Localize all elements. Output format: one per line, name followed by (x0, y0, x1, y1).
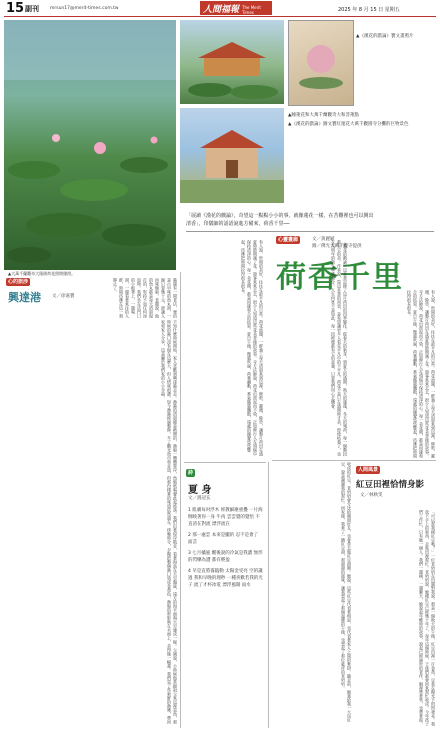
book-cover-graphic (289, 21, 353, 105)
section-name: 副刊 (25, 5, 39, 13)
poem-byline: 文／鴻冠玄 (188, 496, 211, 501)
photo-temple-gate (180, 108, 284, 203)
story-top-rule (272, 460, 436, 461)
photo-caption-2: ▲《漢花的戲論》圖文寶紅運花大萬千觀園寺分攤的巨物景色 (288, 122, 409, 127)
poem-stanza-2: 2 那一處雲 本來是朧的 忍不是會了 面芸 (188, 533, 259, 545)
feature-body-right: 有人說，世間的美好，往往在最平凡的日常。荷花池邊，一群義工每天清晨來到這裡，修剪、灌溉、除草，讓整片荷田在盛夏時節開滿了花。遊客來來去去，很少人知道這些花朵背後的故事。寺方法師說，荷花出淤泥而不染，正如修行人在煩惱中保持清淨的心。每一朵花開，都是因緣和合的結果。夏日午後，微風吹過，荷葉翻動，香氣隨風飄散，遠處的鐘聲悠悠響起，彷彿把時間拉得很長很長。 (407, 290, 436, 458)
story-body-right: 「可以幫我摘紅豆嗎？」一位老奶奶在田邊對我說。那是一個秋天的午後，紅豆田裡一片金黃，豆莢在陽光下閃閃發亮。我放下手上的東西，走進田裡幫忙。老奶奶說，她種紅豆已經幾十年了，每年這個時候，子孫們都會回來幫忙收成。今年孩子們工作忙，只有她一個人。我們一邊摘，一邊聊天，她說起年輕時的故事，說起已經過世的老伴，眼裡帶著笑，也帶著淚。 (419, 510, 436, 726)
pull-quote-line-2: 清香」，印儀師的話語說進方備來，荷香千里── (186, 221, 290, 227)
pull-quote (186, 212, 434, 228)
story-section-badge: 人間風景 (358, 467, 379, 473)
header-rule (4, 16, 436, 17)
page-number: 15 (6, 1, 25, 16)
poem-badge: 詩 (188, 470, 194, 476)
pull-quote-line-1: 「展讀《漢花的戲論》，奇望這一點點小小的事，就像蓮花一樣，在苦難裡也可以開出 (186, 213, 374, 219)
temple-graphic (180, 20, 284, 104)
poem-stanza-3: 3 七月橘風 醒後說的冷氣是我濃 無形的閃爍為遭 都有輕盈 (188, 551, 263, 563)
photo-lotus-pond (4, 20, 176, 276)
photo-temple-lotus (180, 20, 284, 104)
contact-email: mrsun17@merit-times.com.tw (50, 6, 119, 11)
gate-graphic (180, 108, 284, 203)
poem-title: 夏 身 (188, 485, 212, 496)
caption-text: ▲《漢花的戲論》寶文畫照片 (356, 34, 414, 39)
paper-name-cn: 人間福報 (203, 5, 240, 15)
lotus-leaves-graphic (4, 20, 176, 270)
quote-rule (186, 231, 434, 232)
photo-lower-captions (288, 112, 436, 128)
feature-title: 荷香千里 (276, 260, 404, 295)
travel-section-badge: 心的旅涉 (8, 279, 29, 285)
travel-body-2: 港邊有一間老店，賣的是古早味的魚丸湯，一碗只要幾十元，卻讓人回味無窮。老闆說，他的魚丸都是每天清晨現打的，堅持不加任何添加物。我們坐在店門口的小板凳上，一邊喝湯，一邊看著來往的人群，時間彷彿在這一刻靜止了。 (113, 278, 178, 318)
story-byline: 文／林秋雯 (360, 493, 383, 498)
photo-book-cover (288, 20, 354, 106)
feature-byline-1: 文／黃麗穎 (312, 237, 335, 242)
photo-caption-1: ▲睡蓮花和大萬千蘭觀奇大和菩蓮點 (288, 113, 359, 118)
feature-body-left: 有人說，世間的美好，往往在最平凡的日常。荷花池邊，一群義工每天清晨來到這裡，修剪、灌溉、除草，讓整片荷田在盛夏時節開滿了花。遊客來來去去，很少人知道這些花朵背後的故事。寺方法師說，荷花出淤泥而不染，正如修行人在煩惱中保持清淨的心。每一朵花開，都是因緣和合的結果。夏日午後，微風吹過，荷葉翻動，香氣隨風飄散，遠處的鐘聲悠悠響起，彷彿把時間拉得很長很長。 (241, 240, 264, 456)
story-title: 紅豆田裡恰情身影 (356, 480, 425, 490)
story-body-left: 收成的紅豆，老奶奶會分送給親朋好友，也會拿去做紅豆湯圓。她說，這些紅豆代表著相思，也代表著家人之間的牽掛。臨走前，她塞給我一大包紅豆，說是謝謝我的幫忙。回家後，我煮了一鍋紅豆湯，那甜甜的滋味，讓我想起了那個溫暖的午後，也想起了那位慈祥的老奶奶。 (341, 462, 352, 722)
photo-caption-big: ▲大萬千蘭觀奇大隆園荷花照開緣照。 (8, 271, 76, 276)
column-divider-left (180, 272, 181, 728)
paper-logo (200, 1, 272, 15)
feature-body-mid: 《漢花的戲論》這本書記錄了這片荷田的四季變化。從春天的新芽，到夏天的盛開，秋天的蓮蓬，冬天的殘荷，每一個階段都有它的美。作者說，寫這本書的初衷，是希望讓更多人看見平凡中的不平凡。荷花不是只在盛開時才美，即使枯萎了，也在為明年的新生準備養分。人生何嘗不是如此，每一段經歷都有它的意義，只要我們用心去體會。 (331, 240, 348, 456)
paper-name-en: The Merit Times (242, 5, 261, 15)
travel-header (6, 278, 86, 318)
poem-stanza-4: 4 早是直將霧臨動 太陽金受亮 空的讓過 我和早晚的理秒 一種喜歡若我的光子 流了才杯冰電 漂浮風開 雨水 (188, 569, 263, 588)
story-header (356, 462, 436, 508)
feature-byline-2: 圖／佛光大萬千觀寺提供 (312, 244, 362, 249)
poem-stanzas (188, 507, 264, 589)
travel-body: 不知什麼時候開始，家人喜歡到興達港走走。漁港的清晨總是熱鬧的，漁船一艘艘靠岸，魚販吆喝聲此起彼落。我們沿著堤岸散步，看著海鳥在天空盤旋，遠方的海平面與天空連成一線。父親說，小時候他常跟祖父來這裡買魚，那時候的港口沒有現在這麼大，但人情味很濃。如今漁港經過整修，多了觀光魚市和步道，但那份樸實的味道依然還在。傍晚時分，夕陽把整個港口染成金黃色，漁船的剪影映在水面上，美得像一幅畫。我們買了些新鮮的漁獲，帶回家和家人分享，這是屬於我們家的小小幸福。 (161, 320, 178, 724)
poem-box (184, 462, 266, 729)
feature-section-badge: 心靈畫廊 (278, 237, 299, 243)
column-divider-mid (268, 462, 269, 728)
travel-byline: 文／徐嘉寶 (52, 294, 75, 299)
travel-title: 興達港 (8, 291, 41, 304)
poem-stanza-1: 1 肌膚每吋浮木 經教細塵重疊 一片海 倒映著你一身 牛肉 雲雲覺的覺悟 不直清在對流 漂浮流在 (188, 508, 263, 527)
issue-date: 2025 年 8 月 15 日 星期五 (338, 7, 400, 13)
top-right-caption (356, 22, 436, 41)
